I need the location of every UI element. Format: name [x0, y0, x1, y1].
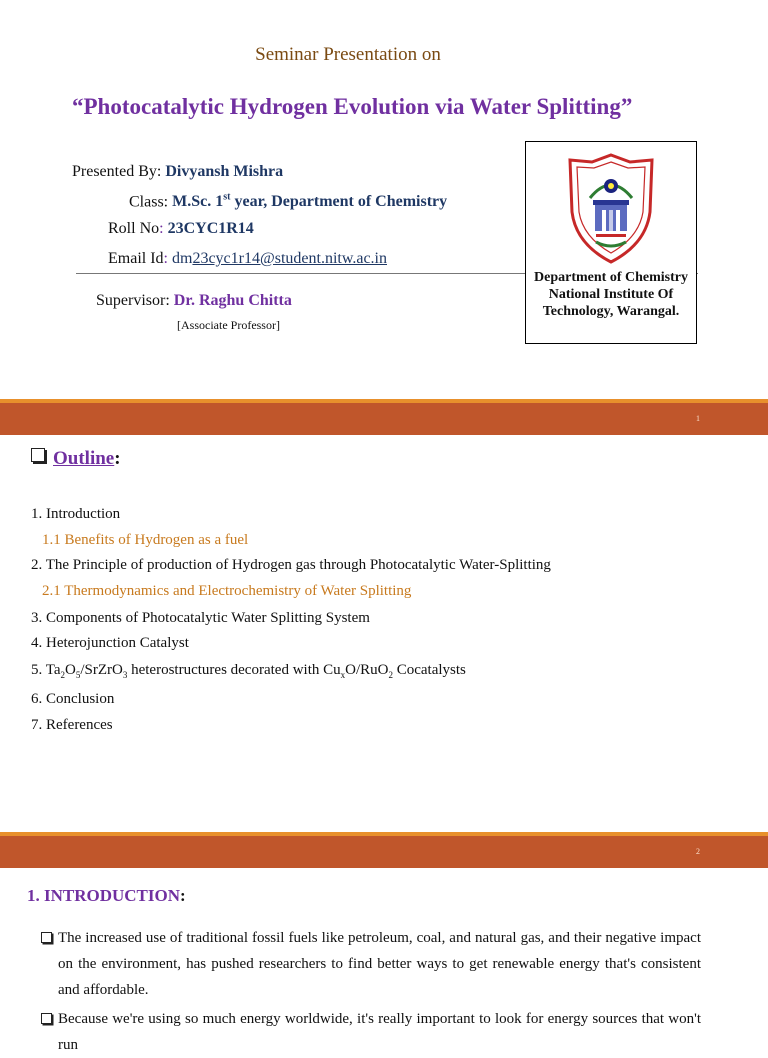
institute-logo-box [525, 141, 697, 344]
class-value-sup: st [223, 192, 231, 203]
page-number: 1 [696, 414, 700, 423]
department-line-1: Department of Chemistry [534, 270, 688, 285]
class-row [129, 192, 447, 211]
roll-row [108, 220, 254, 238]
nitw-logo-icon [566, 152, 656, 264]
bullet-paragraph [41, 1006, 701, 1058]
outline-item: 1. Introduction [31, 506, 121, 522]
supervisor-label: Supervisor: [96, 292, 174, 309]
checkbox-bullet-icon [41, 1013, 52, 1024]
class-value-post: year, Department of Chemistry [230, 193, 448, 211]
outline-item: 3. Components of Photocatalytic Water Splitting System [31, 610, 370, 626]
presented-by-row [72, 163, 283, 181]
outline-item: 7. References [31, 717, 113, 733]
item5-part: Cocatalysts [392, 662, 466, 678]
department-text [526, 269, 696, 320]
item5-part: 5. Ta [31, 662, 61, 678]
slide-footer-band [0, 399, 768, 435]
outline-subitem: 2.1 Thermodynamics and Electrochemistry of Water Splitting [42, 583, 412, 599]
email-prefix: dm [172, 250, 193, 267]
outline-heading [31, 448, 121, 470]
outline-item-heterostructures [31, 662, 466, 680]
presenter-name: Divyansh Mishra [165, 163, 284, 180]
introduction-heading-label: 1. INTRODUCTION [27, 886, 181, 905]
department-line-2: National Institute Of [548, 287, 674, 302]
department-line-3: Technology, Warangal. [542, 304, 680, 319]
outline-heading-label: Outline [53, 448, 115, 469]
item5-part: O [65, 662, 76, 678]
item5-sub: x [340, 670, 346, 680]
bullet-paragraph [41, 925, 701, 1003]
item5-part: /SrZrO [80, 662, 123, 678]
checkbox-bullet-icon [31, 448, 45, 462]
item5-sub: 5 [75, 670, 81, 680]
bullet-text: The increased use of traditional fossil fuels like petroleum, coal, and natural gas, and their negative impact on the environment, has pushed researchers to find better ways to get renewable energy that's consistent and affordable. [58, 930, 701, 998]
outline-item: 2. The Principle of production of Hydrogen gas through Photocatalytic Water-Splitting [31, 557, 551, 573]
supervisor-title: [Associate Professor] [177, 318, 280, 332]
outline-heading-colon: : [114, 448, 121, 469]
item5-part: O/RuO [345, 662, 389, 678]
class-label: Class: [129, 193, 173, 211]
presented-by-label: Presented By: [72, 163, 166, 180]
supervisor-name: Dr. Raghu Chitta [173, 292, 292, 309]
introduction-heading [27, 886, 186, 906]
email-row [108, 250, 387, 268]
page-number: 2 [696, 847, 700, 856]
item5-sub: 2 [388, 670, 393, 680]
item5-sub: 3 [122, 670, 128, 680]
checkbox-bullet-icon [41, 932, 52, 943]
roll-value: 23CYC1R14 [167, 220, 254, 237]
roll-colon: : [159, 220, 168, 237]
email-label: Email Id [108, 250, 164, 267]
outline-item: 6. Conclusion [31, 691, 115, 707]
outline-item: 4. Heterojunction Catalyst [31, 635, 189, 651]
supervisor-row [96, 292, 292, 310]
seminar-line: Seminar Presentation on [255, 44, 441, 65]
presentation-title: “Photocatalytic Hydrogen Evolution via Water Splitting” [72, 94, 633, 119]
item5-part: heterostructures decorated with Cu [127, 662, 341, 678]
email-link[interactable]: 23cyc1r14@student.nitw.ac.in [192, 250, 387, 267]
bullet-text: Because we're using so much energy worldwide, it's really important to look for energy sources that won't run [58, 1011, 701, 1053]
class-value-pre: M.Sc. 1 [172, 193, 224, 211]
slide-footer-band [0, 832, 768, 868]
introduction-heading-colon: : [180, 886, 186, 905]
roll-label: Roll No [108, 220, 160, 237]
outline-subitem: 1.1 Benefits of Hydrogen as a fuel [42, 532, 249, 548]
item5-sub: 2 [60, 670, 66, 680]
email-colon: : [163, 250, 172, 267]
